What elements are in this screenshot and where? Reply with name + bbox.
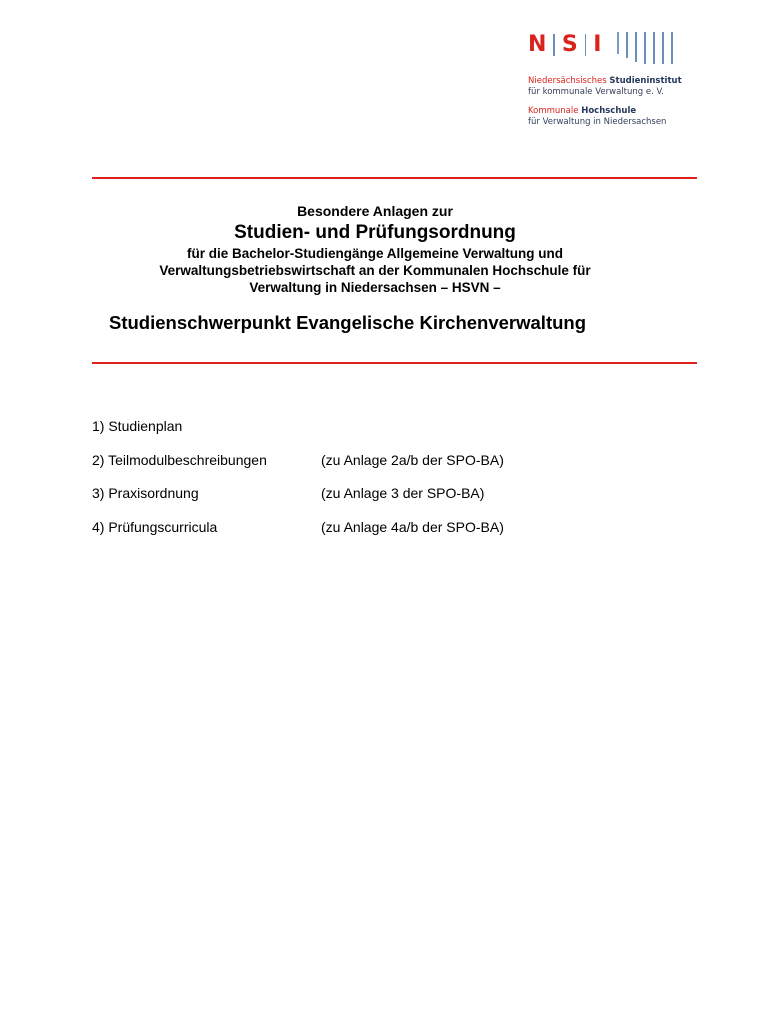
logo-line-4: für Verwaltung in Niedersachsen bbox=[528, 117, 667, 127]
logo-letter-i: I bbox=[593, 32, 602, 57]
subtitle-line-2: Verwaltungsbetriebswirtschaft an der Kommunalen Hochschule für bbox=[159, 263, 591, 278]
logo-bar bbox=[617, 32, 619, 54]
logo-line-3-red: Kommunale bbox=[528, 106, 579, 116]
pre-title: Besondere Anlagen zur bbox=[297, 203, 453, 219]
list-item bbox=[92, 451, 652, 485]
logo-text bbox=[528, 76, 728, 128]
logo-line-3-navy: Hochschule bbox=[581, 106, 637, 116]
list-item-label: 3) Praxisordnung bbox=[92, 485, 199, 501]
contents-list bbox=[92, 417, 652, 551]
subtitle-line-1: für die Bachelor-Studiengänge Allgemeine Verwaltung und bbox=[186, 246, 564, 261]
logo-separator bbox=[553, 34, 555, 56]
nsi-logo bbox=[528, 30, 728, 128]
subtitle-line-3: Verwaltung in Niedersachsen – HSVN – bbox=[249, 280, 501, 295]
logo-bar bbox=[635, 32, 637, 62]
main-title: Studien- und Prüfungsordnung bbox=[234, 222, 516, 243]
logo-bars bbox=[617, 32, 680, 64]
logo-line-1-navy: Studieninstitut bbox=[609, 76, 682, 86]
list-item-label: 2) Teilmodulbeschreibungen bbox=[92, 451, 267, 468]
logo-bar bbox=[662, 32, 664, 64]
list-item bbox=[92, 518, 652, 552]
top-divider bbox=[92, 177, 697, 179]
logo-letter-n: N bbox=[528, 32, 547, 57]
logo-letters bbox=[528, 30, 601, 60]
logo-line-1 bbox=[528, 76, 728, 87]
logo-bar bbox=[653, 32, 655, 64]
logo-separator bbox=[585, 34, 587, 56]
title-block bbox=[92, 203, 658, 296]
focus-title: Studienschwerpunkt Evangelische Kirchenverwaltung bbox=[109, 312, 587, 333]
logo-line-1-red: Niedersächsisches bbox=[528, 76, 607, 86]
list-item-label: 1) Studienplan bbox=[92, 418, 183, 434]
logo-line-3 bbox=[528, 106, 728, 117]
list-item bbox=[92, 417, 652, 451]
list-item-reference: (zu Anlage 3 der SPO-BA) bbox=[321, 485, 485, 501]
logo-bar bbox=[626, 32, 628, 58]
bottom-divider bbox=[92, 362, 697, 364]
logo-letter-s: S bbox=[561, 32, 578, 57]
list-item-reference: (zu Anlage 4a/b der SPO-BA) bbox=[321, 518, 504, 535]
list-item-label: 4) Prüfungscurricula bbox=[92, 518, 218, 535]
logo-mark bbox=[528, 30, 728, 70]
logo-bar bbox=[644, 32, 646, 64]
list-item bbox=[92, 484, 652, 518]
logo-bar bbox=[671, 32, 673, 64]
list-item-reference: (zu Anlage 2a/b der SPO-BA) bbox=[321, 451, 504, 468]
logo-line-2: für kommunale Verwaltung e. V. bbox=[528, 87, 664, 97]
